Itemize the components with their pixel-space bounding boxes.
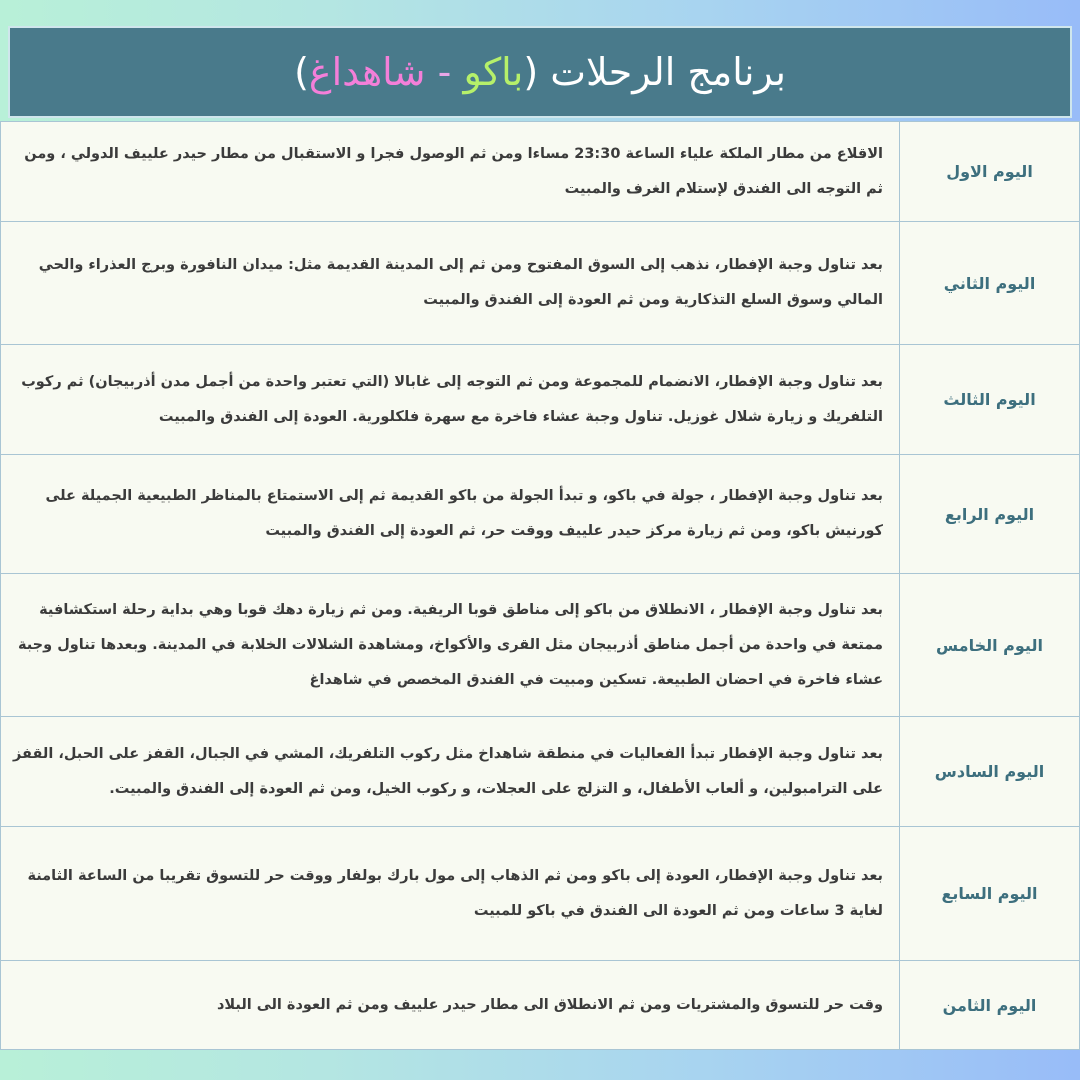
- day-description: [1, 122, 899, 221]
- itinerary-row-day-4: [1, 454, 1079, 573]
- day-description-text: بعد تناول وجبة الإفطار تبدأ الفعاليات في منطقة شاهداخ مثل ركوب التلفريك، المشي في الجبال، القفز على الحبل، القفز على الترامبولين، و ألعاب الأطفال، و التزلج على العجلات، و ركوب الخيل، ومن ثم العودة إلى الفندق والمبيت.: [13, 745, 883, 797]
- day-label: اليوم السادس: [899, 717, 1079, 826]
- day-description-text: بعد تناول وجبة الإفطار، نذهب إلى السوق المفتوح ومن ثم إلى المدينة القديمة مثل: ميدان النافورة وبرج العذراء والحي المالي وسوق السلع التذكارية ومن ثم العودة إلى الفندق والمبيت: [38, 257, 883, 308]
- day-description-text: الاقلاع من مطار الملكة علياء الساعة 23:30 مساءا ومن ثم الوصول فجرا و الاستقبال من مطار حيدر علييف الدولي ، ومن ثم التوجه الى الفندق لإستلام الغرف والمبيت: [24, 145, 883, 197]
- title-open-paren: (: [523, 50, 539, 94]
- day-description-text: بعد تناول وجبة الإفطار، العودة إلى باكو ومن ثم الذهاب إلى مول بارك بولفار ووقت حر للتسوق تقريبا من الساعة الثامنة لغاية 3 ساعات ومن ثم العودة الى الفندق في باكو للمبيت: [27, 867, 883, 919]
- day-label: اليوم الاول: [899, 122, 1079, 221]
- itinerary-row-day-3: [1, 344, 1079, 454]
- day-description-text: بعد تناول وجبة الإفطار، الانضمام للمجموعة ومن ثم التوجه إلى غابالا (التي تعتبر واحدة من أجمل مدن أذربيجان) ثم ركوب التلفريك و زيارة شلال غوزيل. تناول وجبة عشاء فاخرة مع سهرة فلكلورية. العودة إلى الفندق والمبيت: [21, 373, 883, 425]
- itinerary-row-day-7: [1, 826, 1079, 960]
- itinerary-row-day-1: [1, 121, 1079, 221]
- title-close-paren: ): [294, 50, 309, 94]
- itinerary-table: [0, 121, 1080, 1050]
- title-separator: -: [437, 50, 452, 94]
- day-label: اليوم الثامن: [899, 961, 1079, 1049]
- title-prefix: برنامج الرحلات: [550, 50, 786, 94]
- day-label: اليوم الخامس: [899, 574, 1079, 716]
- title-banner: [8, 26, 1072, 118]
- day-label: اليوم الثالث: [899, 345, 1079, 454]
- day-description: [1, 717, 899, 826]
- itinerary-row-day-5: [1, 573, 1079, 716]
- title-city-shahdag: شاهداغ: [308, 50, 426, 94]
- itinerary-row-day-2: [1, 221, 1079, 344]
- day-label: اليوم الرابع: [899, 455, 1079, 573]
- day-label: اليوم الثاني: [899, 222, 1079, 344]
- page-title: [294, 50, 786, 94]
- day-description: [1, 827, 899, 960]
- day-description: [1, 222, 899, 344]
- day-description: [1, 961, 899, 1049]
- day-description-text: بعد تناول وجبة الإفطار ، الانطلاق من باكو إلى مناطق قوبا الريفية. ومن ثم زيارة دهك قوبا وهي بداية رحلة استكشافية ممتعة في واحدة من أجمل مناطق أذربيجان مثل القرى والأكواخ، ومشاهدة الشلالات الخلابة في المدينة. وبعدها تناول وجبة عشاء فاخرة في احضان الطبيعة. تسكين ومبيت في الفندق المخصص في شاهداغ: [17, 601, 883, 688]
- day-description: [1, 345, 899, 454]
- day-description-text: وقت حر للتسوق والمشتريات ومن ثم الانطلاق الى مطار حيدر علييف ومن ثم العودة الى البلاد: [216, 996, 883, 1013]
- title-city-baku: باكو: [463, 50, 524, 94]
- day-label: اليوم السابع: [899, 827, 1079, 960]
- itinerary-row-day-8: [1, 960, 1079, 1049]
- day-description: [1, 455, 899, 573]
- day-description: [1, 574, 899, 716]
- itinerary-row-day-6: [1, 716, 1079, 826]
- day-description-text: بعد تناول وجبة الإفطار ، جولة في باكو، و تبدأ الجولة من باكو القديمة ثم إلى الاستمتاع بالمناظر الطبيعية الجميلة على كورنيش باكو، ومن ثم زيارة مركز حيدر علييف ووقت حر، ثم العودة إلى الفندق والمبيت: [45, 488, 883, 539]
